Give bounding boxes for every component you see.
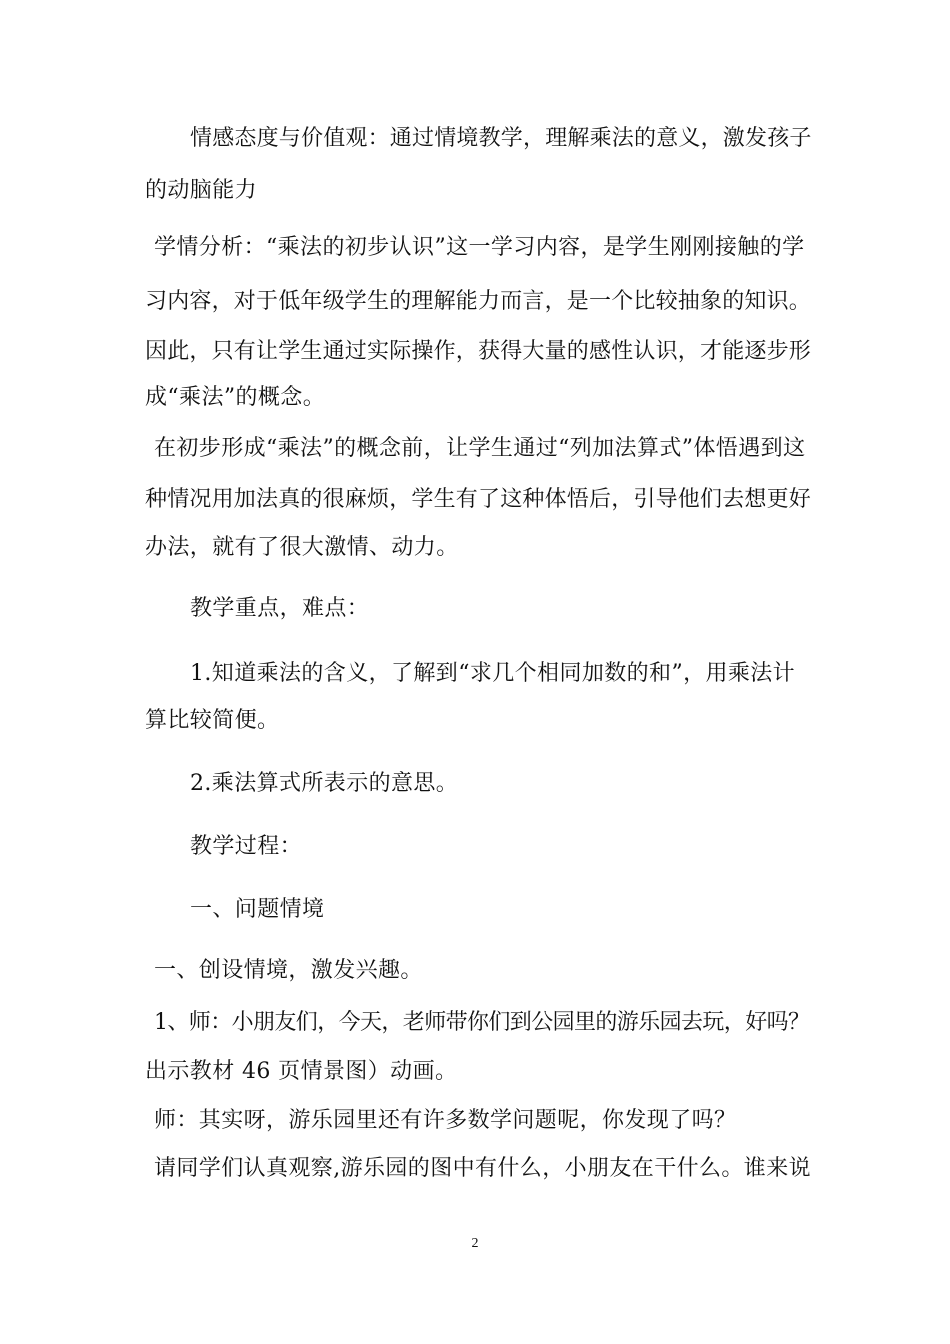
text-line-10: 教学重点，难点： bbox=[190, 596, 370, 621]
text-line-12: 算比较简便。 bbox=[145, 708, 280, 733]
text-line-13: 2.乘法算式所表示的意思。 bbox=[190, 771, 459, 796]
text-line-1: 情感态度与价值观：通过情境教学，理解乘法的意义，激发孩子 bbox=[190, 126, 812, 151]
text-line-11: 1.知道乘法的含义，了解到“求几个相同加数的和”，用乘法计 bbox=[190, 661, 796, 686]
text-line-4: 习内容，对于低年级学生的理解能力而言，是一个比较抽象的知识。 bbox=[145, 289, 812, 314]
text-line-18: 出示教材 46 页情景图）动画。 bbox=[145, 1059, 458, 1084]
page-number: 2 bbox=[471, 1236, 479, 1251]
text-line-5: 因此，只有让学生通过实际操作，获得大量的感性认识，才能逐步形 bbox=[145, 339, 812, 364]
text-line-6: 成“乘法”的概念。 bbox=[145, 385, 326, 410]
text-line-7: 在初步形成“乘法”的概念前，让学生通过“列加法算式”体悟遇到这 bbox=[154, 436, 806, 461]
text-line-3: 学情分析：“乘法的初步认识”这一学习内容，是学生刚刚接触的学 bbox=[154, 235, 805, 260]
text-line-15: 一、问题情境 bbox=[190, 897, 325, 922]
text-line-16: 一、创设情境，激发兴趣。 bbox=[154, 958, 423, 983]
text-line-8: 种情况用加法真的很麻烦，学生有了这种体悟后，引导他们去想更好 bbox=[145, 487, 812, 512]
text-line-14: 教学过程： bbox=[190, 834, 303, 859]
text-line-9: 办法，就有了很大激情、动力。 bbox=[145, 535, 459, 560]
text-line-19: 师：其实呀，游乐园里还有许多数学问题呢，你发现了吗？ bbox=[154, 1108, 737, 1133]
text-line-17: 1、师：小朋友们，今天，老师带你们到公园里的游乐园去玩，好吗？ bbox=[154, 1010, 810, 1035]
text-line-2: 的动脑能力 bbox=[145, 178, 258, 203]
text-line-20: 请同学们认真观察,游乐园的图中有什么，小朋友在干什么。谁来说 bbox=[154, 1156, 811, 1181]
